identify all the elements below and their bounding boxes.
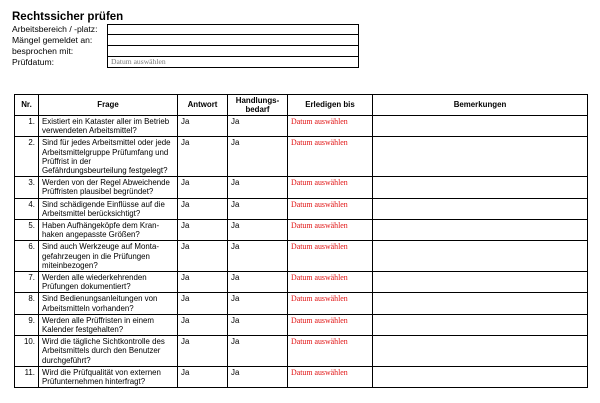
bemerkungen-field[interactable] bbox=[373, 177, 588, 198]
answer-select[interactable]: Ja bbox=[178, 336, 228, 367]
row-number: 7. bbox=[15, 272, 39, 293]
bemerkungen-field[interactable] bbox=[373, 272, 588, 293]
handlungsbedarf-select[interactable]: Ja bbox=[228, 314, 288, 335]
table-row bbox=[15, 137, 588, 177]
answer-select[interactable]: Ja bbox=[178, 366, 228, 387]
erledigen-bis-date-picker[interactable]: Datum auswählen bbox=[288, 177, 373, 198]
header-bemerkungen: Bemerkungen bbox=[373, 95, 588, 116]
question-text: Wird die Prüfqualität von externen Prüfunternehmen hinterfragt? bbox=[39, 366, 178, 387]
handlungsbedarf-select[interactable]: Ja bbox=[228, 220, 288, 241]
bemerkungen-field[interactable] bbox=[373, 198, 588, 219]
header-antwort: Antwort bbox=[178, 95, 228, 116]
row-number: 1. bbox=[15, 116, 39, 137]
header-erledigen-bis: Erledigen bis bbox=[288, 95, 373, 116]
question-text: Werden von der Regel Abweichende Prüffristen plausibel begründet? bbox=[39, 177, 178, 198]
answer-select[interactable]: Ja bbox=[178, 137, 228, 177]
erledigen-bis-date-picker[interactable]: Datum auswählen bbox=[288, 198, 373, 219]
besprochen-mit-label: besprochen mit: bbox=[12, 46, 74, 56]
table-row bbox=[15, 366, 588, 387]
bemerkungen-field[interactable] bbox=[373, 314, 588, 335]
question-text: Existiert ein Kataster aller im Betrieb verwendeten Arbeitsmittel? bbox=[39, 116, 178, 137]
erledigen-bis-date-picker[interactable]: Datum auswählen bbox=[288, 241, 373, 272]
question-text: Sind Bedienungsanleitungen von Arbeitsmitteln vorhanden? bbox=[39, 293, 178, 314]
table-row bbox=[15, 293, 588, 314]
row-number: 6. bbox=[15, 241, 39, 272]
bemerkungen-field[interactable] bbox=[373, 220, 588, 241]
bemerkungen-field[interactable] bbox=[373, 116, 588, 137]
erledigen-bis-date-picker[interactable]: Datum auswählen bbox=[288, 116, 373, 137]
question-text: Werden alle Prüffristen in einem Kalender festgehalten? bbox=[39, 314, 178, 335]
arbeitsbereich-label: Arbeitsbereich / -platz: bbox=[12, 24, 98, 34]
row-number: 5. bbox=[15, 220, 39, 241]
answer-select[interactable]: Ja bbox=[178, 241, 228, 272]
answer-select[interactable]: Ja bbox=[178, 198, 228, 219]
pruefdatum-date-picker[interactable]: Datum auswählen bbox=[107, 57, 359, 68]
bemerkungen-field[interactable] bbox=[373, 366, 588, 387]
handlungsbedarf-select[interactable]: Ja bbox=[228, 272, 288, 293]
erledigen-bis-date-picker[interactable]: Datum auswählen bbox=[288, 137, 373, 177]
header-nr: Nr. bbox=[15, 95, 39, 116]
answer-select[interactable]: Ja bbox=[178, 272, 228, 293]
handlungsbedarf-select[interactable]: Ja bbox=[228, 241, 288, 272]
handlungsbedarf-select[interactable]: Ja bbox=[228, 116, 288, 137]
erledigen-bis-date-picker[interactable]: Datum auswählen bbox=[288, 220, 373, 241]
row-number: 2. bbox=[15, 137, 39, 177]
page-title: Rechtssicher prüfen bbox=[12, 11, 124, 23]
header-frage: Frage bbox=[39, 95, 178, 116]
maengel-gemeldet-field[interactable] bbox=[107, 35, 359, 46]
handlungsbedarf-select[interactable]: Ja bbox=[228, 293, 288, 314]
besprochen-mit-field[interactable] bbox=[107, 46, 359, 57]
table-row bbox=[15, 314, 588, 335]
header-handlungsbedarf: Handlungs- bedarf bbox=[228, 95, 288, 116]
arbeitsbereich-field[interactable] bbox=[107, 24, 359, 35]
row-number: 3. bbox=[15, 177, 39, 198]
question-text: Haben Aufhängeköpfe dem Kran-haken angepasste Größen? bbox=[39, 220, 178, 241]
erledigen-bis-date-picker[interactable]: Datum auswählen bbox=[288, 366, 373, 387]
table-row bbox=[15, 198, 588, 219]
question-text: Sind für jedes Arbeitsmittel oder jede Arbeitsmittelgruppe Prüfumfang und Prüffrist in der Gefährdungsbeurteilung festgelegt? bbox=[39, 137, 178, 177]
erledigen-bis-date-picker[interactable]: Datum auswählen bbox=[288, 336, 373, 367]
table-row bbox=[15, 116, 588, 137]
row-number: 10. bbox=[15, 336, 39, 367]
bemerkungen-field[interactable] bbox=[373, 137, 588, 177]
answer-select[interactable]: Ja bbox=[178, 314, 228, 335]
handlungsbedarf-select[interactable]: Ja bbox=[228, 198, 288, 219]
table-row bbox=[15, 336, 588, 367]
bemerkungen-field[interactable] bbox=[373, 293, 588, 314]
maengel-gemeldet-label: Mängel gemeldet an: bbox=[12, 35, 93, 45]
answer-select[interactable]: Ja bbox=[178, 220, 228, 241]
erledigen-bis-date-picker[interactable]: Datum auswählen bbox=[288, 293, 373, 314]
checklist-table bbox=[14, 94, 588, 388]
row-number: 9. bbox=[15, 314, 39, 335]
table-row bbox=[15, 241, 588, 272]
row-number: 8. bbox=[15, 293, 39, 314]
table-row bbox=[15, 272, 588, 293]
table-row bbox=[15, 220, 588, 241]
handlungsbedarf-select[interactable]: Ja bbox=[228, 177, 288, 198]
answer-select[interactable]: Ja bbox=[178, 116, 228, 137]
erledigen-bis-date-picker[interactable]: Datum auswählen bbox=[288, 272, 373, 293]
handlungsbedarf-select[interactable]: Ja bbox=[228, 366, 288, 387]
pruefdatum-label: Prüfdatum: bbox=[12, 57, 55, 67]
answer-select[interactable]: Ja bbox=[178, 177, 228, 198]
bemerkungen-field[interactable] bbox=[373, 241, 588, 272]
question-text: Sind auch Werkzeuge auf Monta-gefahrzeugen in die Prüfungen miteinbezogen? bbox=[39, 241, 178, 272]
table-header-row bbox=[15, 95, 588, 116]
handlungsbedarf-select[interactable]: Ja bbox=[228, 137, 288, 177]
row-number: 4. bbox=[15, 198, 39, 219]
answer-select[interactable]: Ja bbox=[178, 293, 228, 314]
erledigen-bis-date-picker[interactable]: Datum auswählen bbox=[288, 314, 373, 335]
question-text: Wird die tägliche Sichtkontrolle des Arbeitsmittels durch den Benutzer durchgeführt? bbox=[39, 336, 178, 367]
question-text: Werden alle wiederkehrenden Prüfungen dokumentiert? bbox=[39, 272, 178, 293]
handlungsbedarf-select[interactable]: Ja bbox=[228, 336, 288, 367]
table-row bbox=[15, 177, 588, 198]
bemerkungen-field[interactable] bbox=[373, 336, 588, 367]
row-number: 11. bbox=[15, 366, 39, 387]
question-text: Sind schädigende Einflüsse auf die Arbeitsmittel berücksichtigt? bbox=[39, 198, 178, 219]
